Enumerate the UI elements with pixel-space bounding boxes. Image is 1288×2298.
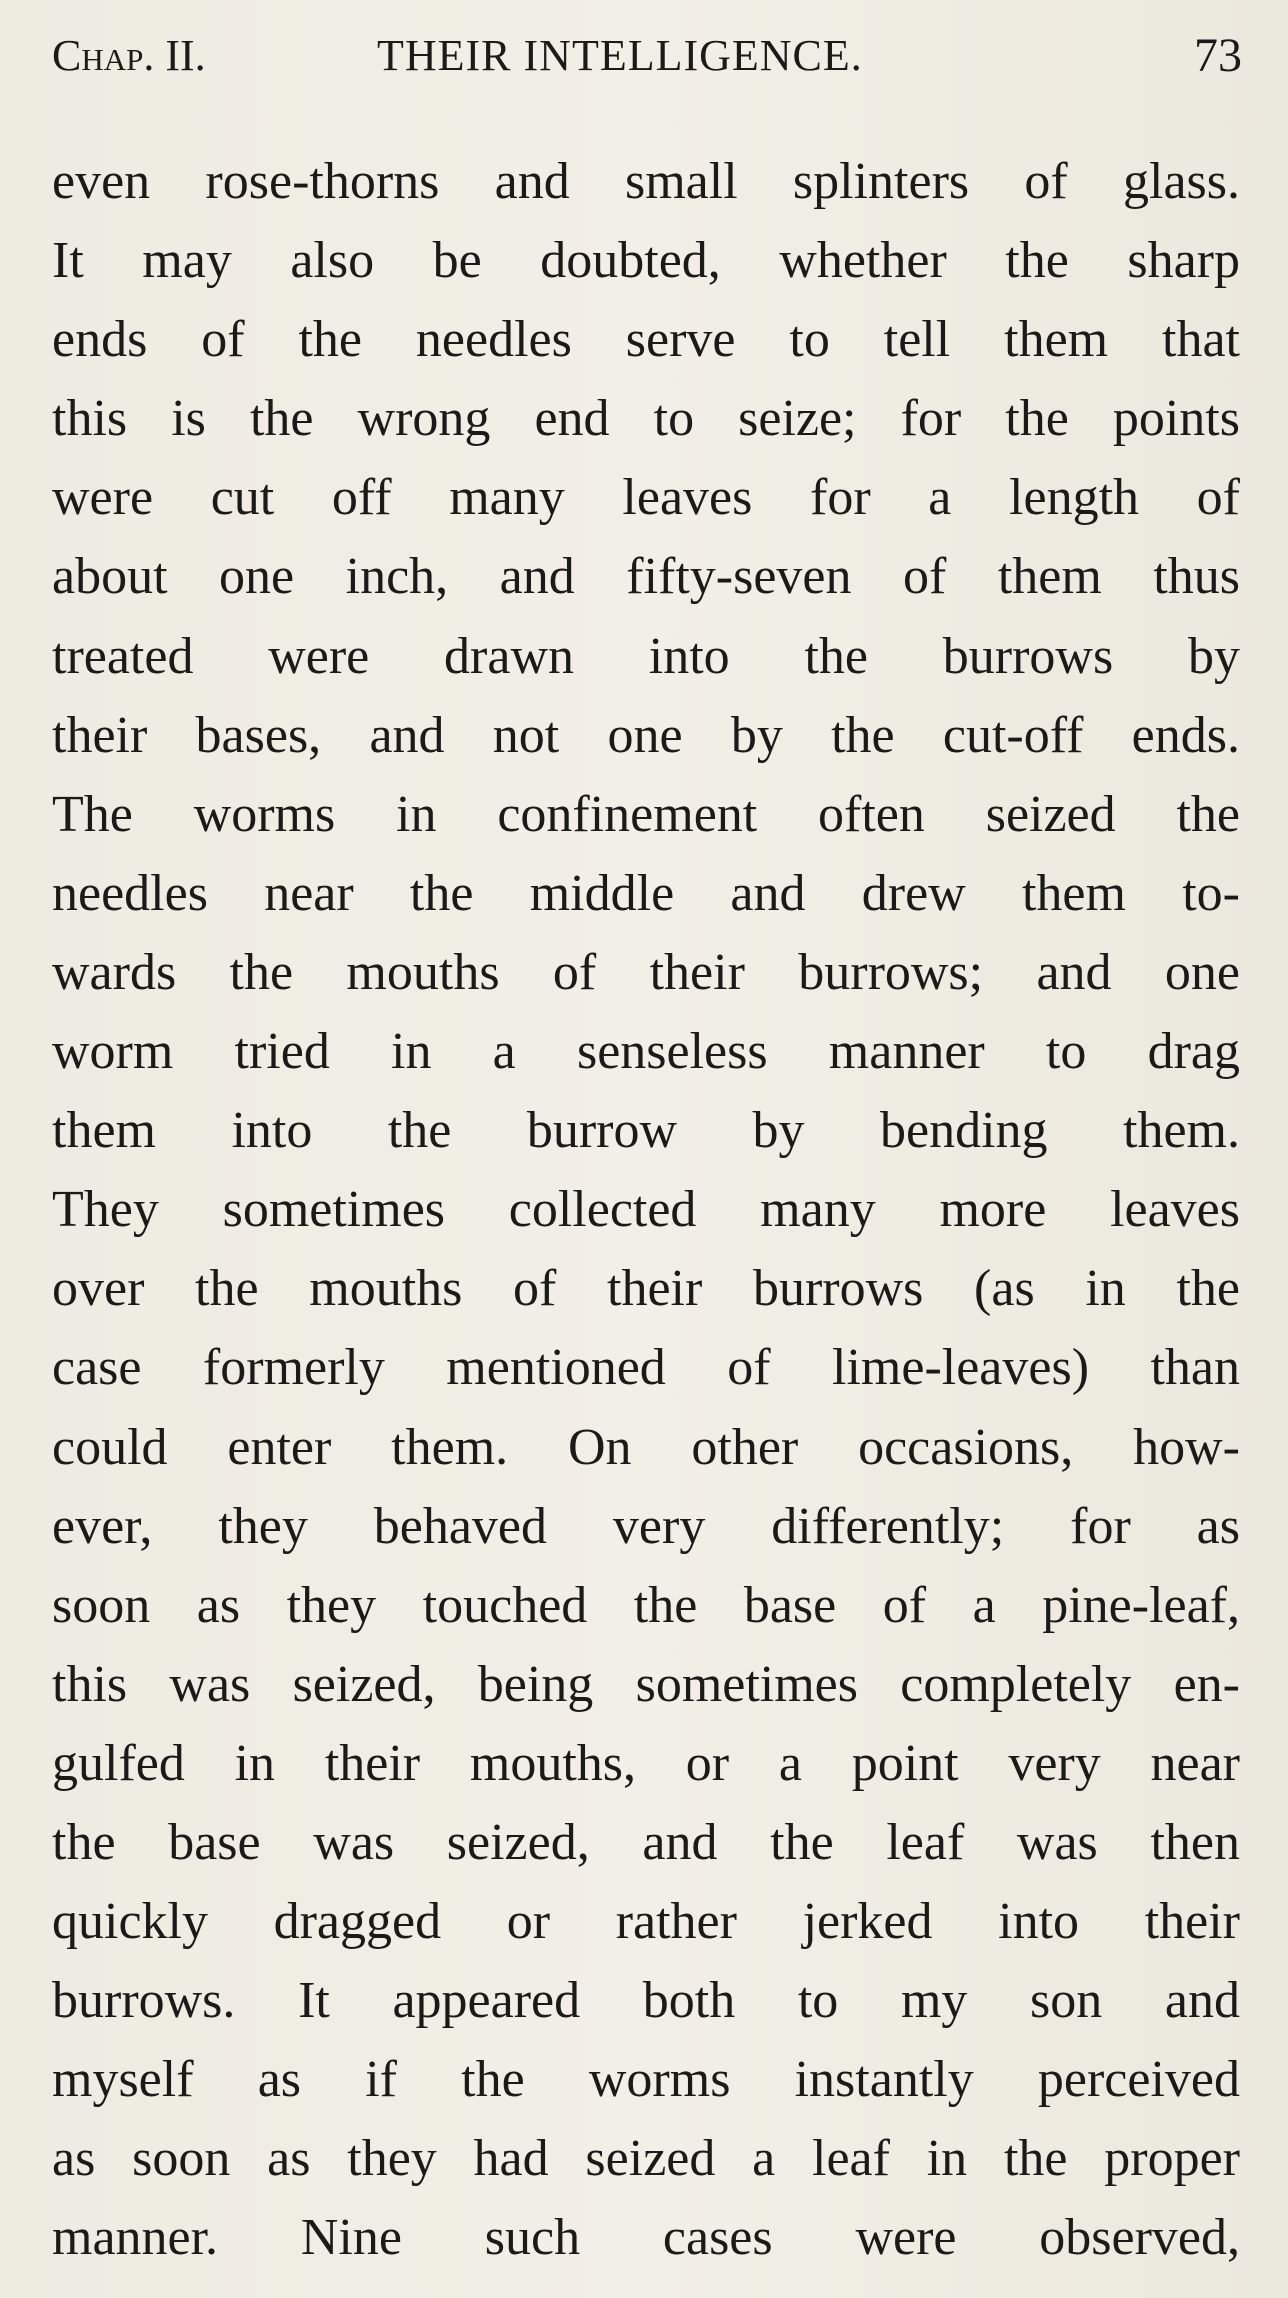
- text-line: needles near the middle and drew them to-: [52, 864, 1240, 922]
- chapter-title: THEIR INTELLIGENCE.: [377, 31, 863, 80]
- text-line: quickly dragged or rather jerked into their: [52, 1893, 1240, 1951]
- page-number: 73: [1194, 29, 1242, 82]
- text-line: wards the mouths of their burrows; and one: [52, 943, 1240, 1001]
- text-line: burrows. It appeared both to my son and: [52, 1972, 1240, 2030]
- text-line: over the mouths of their burrows (as in the: [52, 1260, 1240, 1318]
- text-line: The worms in confinement often seized the: [52, 785, 1240, 843]
- text-line: as soon as they had seized a leaf in the proper: [52, 2130, 1240, 2188]
- text-line: about one inch, and fifty-seven of them thus: [52, 548, 1240, 606]
- text-line: ever, they behaved very differently; for as: [52, 1497, 1240, 1555]
- text-line: their bases, and not one by the cut-off ends.: [52, 706, 1240, 764]
- text-line: could enter them. On other occasions, how-: [52, 1418, 1240, 1476]
- text-line: the base was seized, and the leaf was then: [52, 1813, 1240, 1871]
- text-line: It may also be doubted, whether the sharp: [52, 232, 1240, 290]
- text-line: were cut off many leaves for a length of: [52, 469, 1240, 527]
- text-line: even rose-thorns and small splinters of glass.: [52, 153, 1240, 210]
- text-line: They sometimes collected many more leaves: [52, 1181, 1240, 1239]
- text-line: case formerly mentioned of lime-leaves) than: [52, 1339, 1240, 1397]
- text-line: soon as they touched the base of a pine-leaf,: [52, 1576, 1240, 1634]
- text-line: worm tried in a senseless manner to drag: [52, 1023, 1240, 1081]
- text-line: myself as if the worms instantly perceived: [52, 2051, 1240, 2109]
- text-line: treated were drawn into the burrows by: [52, 627, 1240, 685]
- running-head: [52, 28, 1242, 84]
- text-line: manner. Nine such cases were observed,: [52, 2209, 1240, 2267]
- body-text: [52, 142, 1240, 2278]
- text-line: ends of the needles serve to tell them that: [52, 311, 1240, 369]
- text-line: this was seized, being sometimes completely en-: [52, 1655, 1240, 1713]
- text-line: gulfed in their mouths, or a point very near: [52, 1734, 1240, 1792]
- chapter-label: Chap. II.: [52, 31, 206, 80]
- text-line: them into the burrow by bending them.: [52, 1102, 1240, 1160]
- text-line: this is the wrong end to seize; for the points: [52, 390, 1240, 448]
